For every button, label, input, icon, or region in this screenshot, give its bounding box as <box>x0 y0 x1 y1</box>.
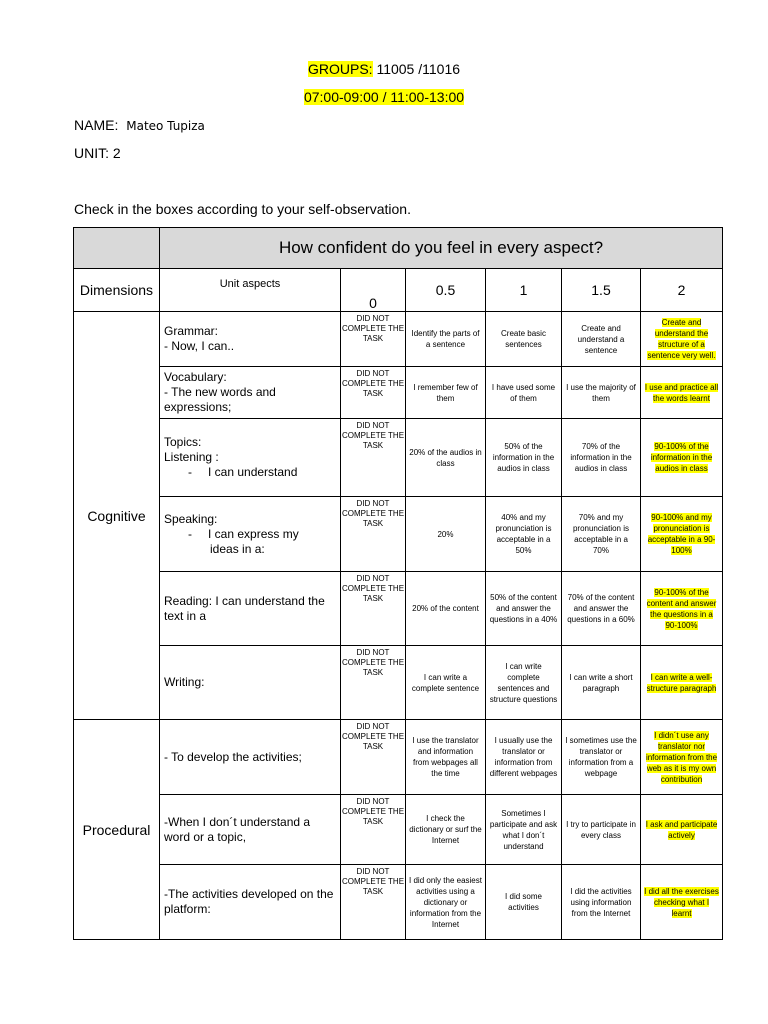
groups-value: 11005 /11016 <box>372 61 461 77</box>
unit-value: 2 <box>112 145 121 161</box>
level-cell[interactable]: I try to participate in every class <box>562 795 641 865</box>
level-cell[interactable]: 50% of the information in the audios in class <box>486 419 562 497</box>
level-cell-selected[interactable] <box>641 312 723 367</box>
level-cell[interactable]: I did some activities <box>486 865 562 940</box>
level-cell[interactable]: I check the dictionary or surf the Internet <box>406 795 486 865</box>
level-cell[interactable]: Sometimes I participate and ask what I don´t understand <box>486 795 562 865</box>
dnc-cell[interactable]: DID NOT COMPLETE THE TASK <box>341 865 406 940</box>
aspect-cell <box>160 795 341 865</box>
level-cell[interactable]: 20% of the audios in class <box>406 419 486 497</box>
dnc-cell[interactable]: DID NOT COMPLETE THE TASK <box>341 646 406 720</box>
score-header-1: 1 <box>486 269 562 312</box>
aspect-bullet-cont: ideas in a: <box>210 541 265 556</box>
level-cell[interactable]: 70% of the content and answer the questions in a 60% <box>562 572 641 646</box>
header-blank-cell <box>74 228 160 269</box>
aspect-cell <box>160 572 341 646</box>
aspect-cell <box>160 720 341 795</box>
score-header-0-5: 0.5 <box>406 269 486 312</box>
selected-level-text: 90-100% of the information in the audios in class <box>650 442 713 473</box>
selected-level-text: I did all the exercises checking what I learnt <box>644 886 719 918</box>
dimension-procedural: Procedural <box>74 720 160 940</box>
groups-label: GROUPS: <box>307 61 373 77</box>
table-row <box>74 646 723 720</box>
aspect-line: Reading: I can understand the text in a <box>164 593 325 623</box>
level-cell[interactable]: I did the activities using information from the Internet <box>562 865 641 940</box>
aspect-title: Topics: <box>164 435 202 449</box>
level-cell[interactable]: I can write complete sentences and structure questions <box>486 646 562 720</box>
table-row <box>74 865 723 940</box>
selected-level-text: 90-100% of the content and answer the questions in a 90-100% <box>646 587 717 630</box>
self-assessment-table <box>73 227 723 940</box>
level-cell[interactable]: I use the majority of them <box>562 367 641 419</box>
aspect-line: - The new words and expressions; <box>164 385 276 414</box>
score-header-1-5: 1.5 <box>562 269 641 312</box>
level-cell-selected[interactable] <box>641 572 723 646</box>
dimension-cognitive: Cognitive <box>74 312 160 720</box>
aspect-cell <box>160 312 341 367</box>
aspect-line: Listening : <box>164 450 219 464</box>
name-row <box>74 117 205 133</box>
aspect-bullet: - I can understand <box>188 465 298 479</box>
level-cell[interactable]: 20% of the content <box>406 572 486 646</box>
aspect-line: -When I don´t understand a word or a topic, <box>164 814 311 844</box>
aspect-cell <box>160 646 341 720</box>
aspect-title: Grammar: <box>164 324 218 338</box>
level-cell[interactable]: I have used some of them <box>486 367 562 419</box>
unit-row <box>74 145 121 161</box>
table-row <box>74 497 723 572</box>
aspect-line: - Now, I can.. <box>164 339 235 353</box>
level-cell-selected[interactable] <box>641 865 723 940</box>
dnc-cell[interactable]: DID NOT COMPLETE THE TASK <box>341 795 406 865</box>
aspect-title: Vocabulary: <box>164 370 227 384</box>
question-header: How confident do you feel in every aspect? <box>160 228 723 269</box>
selected-level-text: I didn´t use any translator nor information from the web as it is my own contribution <box>645 730 718 784</box>
aspect-line: Writing: <box>164 675 205 689</box>
selected-level-text: Create and understand the structure of a sentence very well. <box>647 318 716 360</box>
dnc-cell[interactable]: DID NOT COMPLETE THE TASK <box>341 572 406 646</box>
level-cell-selected[interactable] <box>641 367 723 419</box>
unit-aspects-header: Unit aspects <box>160 269 341 312</box>
dnc-cell[interactable]: DID NOT COMPLETE THE TASK <box>341 312 406 367</box>
aspect-line: - To develop the activities; <box>164 749 302 764</box>
table-row <box>74 720 723 795</box>
dnc-cell[interactable]: DID NOT COMPLETE THE TASK <box>341 367 406 419</box>
table-row <box>74 795 723 865</box>
level-cell[interactable]: I can write a complete sentence <box>406 646 486 720</box>
score-header-2: 2 <box>641 269 723 312</box>
aspect-line: Speaking: <box>164 511 218 526</box>
level-cell[interactable]: 20% <box>406 497 486 572</box>
level-cell[interactable]: Create and understand a sentence <box>562 312 641 367</box>
name-label: NAME: <box>74 117 119 133</box>
table-row <box>74 419 723 497</box>
level-cell-selected[interactable] <box>641 419 723 497</box>
aspect-bullet: - I can express my <box>188 526 299 541</box>
unit-label: UNIT: <box>74 145 109 161</box>
level-cell[interactable]: I did only the easiest activities using a dictionary or information from the Internet <box>406 865 486 940</box>
dnc-cell[interactable]: DID NOT COMPLETE THE TASK <box>341 419 406 497</box>
dimensions-header: Dimensions <box>74 269 160 312</box>
groups-line <box>0 61 768 77</box>
schedule-line <box>0 89 768 105</box>
aspect-line: -The activities developed on the platform: <box>164 887 334 916</box>
dnc-cell[interactable]: DID NOT COMPLETE THE TASK <box>341 497 406 572</box>
dnc-cell[interactable]: DID NOT COMPLETE THE TASK <box>341 720 406 795</box>
level-cell-selected[interactable] <box>641 795 723 865</box>
level-cell[interactable]: I can write a short paragraph <box>562 646 641 720</box>
aspect-cell <box>160 419 341 497</box>
table-row <box>74 312 723 367</box>
aspect-cell <box>160 367 341 419</box>
aspect-cell <box>160 865 341 940</box>
level-cell[interactable]: I use the translator and information from webpages all the time <box>406 720 486 795</box>
aspect-cell <box>160 497 341 572</box>
table-row <box>74 367 723 419</box>
schedule-times: 07:00-09:00 / 11:00-13:00 <box>303 89 465 105</box>
selected-level-text: I use and practice all the words learnt <box>644 382 719 403</box>
selected-level-text: 90-100% and my pronunciation is acceptable in a 90-100% <box>647 513 716 555</box>
level-cell[interactable]: I sometimes use the translator or information from a webpage <box>562 720 641 795</box>
level-cell-selected[interactable] <box>641 720 723 795</box>
level-cell[interactable]: Identify the parts of a sentence <box>406 312 486 367</box>
level-cell-selected[interactable] <box>641 497 723 572</box>
level-cell[interactable]: I remember few of them <box>406 367 486 419</box>
level-cell[interactable]: I usually use the translator or information from different webpages <box>486 720 562 795</box>
level-cell[interactable]: 70% and my pronunciation is acceptable in a 70% <box>562 497 641 572</box>
selected-level-text: I ask and participate actively <box>645 819 718 840</box>
instruction-text: Check in the boxes according to your self-observation. <box>74 201 411 217</box>
level-cell[interactable]: 50% of the content and answer the questions in a 40% <box>486 572 562 646</box>
selected-level-text: I can write a well-structure paragraph <box>646 672 717 693</box>
score-header-0: 0 <box>341 269 406 312</box>
level-cell[interactable]: Create basic sentences <box>486 312 562 367</box>
level-cell[interactable]: 70% of the information in the audios in class <box>562 419 641 497</box>
level-cell[interactable]: 40% and my pronunciation is acceptable in a 50% <box>486 497 562 572</box>
table-row <box>74 572 723 646</box>
level-cell-selected[interactable] <box>641 646 723 720</box>
name-value: Mateo Tupiza <box>126 119 205 133</box>
